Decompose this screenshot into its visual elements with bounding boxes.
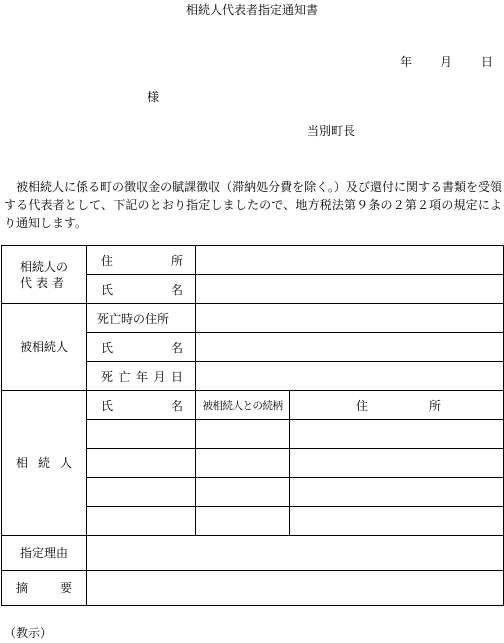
remarks-label: 摘 要 xyxy=(2,571,87,606)
date-day-label: 日 xyxy=(481,55,494,69)
representative-category-cell xyxy=(2,246,87,304)
notice-form-table xyxy=(1,245,504,606)
heirs-relation-header: 被相続人との続柄 xyxy=(196,391,290,420)
heir-address-field[interactable] xyxy=(290,478,504,507)
heir-address-field[interactable] xyxy=(290,449,504,478)
heir-name-field[interactable] xyxy=(87,478,196,507)
heirs-category-label: 相続人 xyxy=(2,391,87,536)
death-date-label: 死亡年月日 xyxy=(87,362,196,391)
representative-name-label: 氏 名 xyxy=(87,275,196,304)
heirs-address-header: 住 所 xyxy=(290,391,504,420)
heir-relation-field[interactable] xyxy=(196,449,290,478)
instruction-footer: （教示） xyxy=(4,626,53,640)
heir-address-field[interactable] xyxy=(290,507,504,536)
document-title: 相続人代表者指定通知書 xyxy=(185,3,318,17)
reason-field[interactable] xyxy=(87,536,504,571)
notice-body-text: 被相続人に係る町の徴収金の賦課徴収（滞納処分費を除く。）及び還付に関する書類を受領する代表者として、下記のとおり指定しましたので、地方税法第９条の２第２項の規定により通知します。 xyxy=(4,180,502,230)
heir-relation-field[interactable] xyxy=(196,478,290,507)
heir-name-field[interactable] xyxy=(87,449,196,478)
remarks-field[interactable] xyxy=(87,571,504,606)
heir-name-field[interactable] xyxy=(87,420,196,449)
representative-category-line1: 相続人の xyxy=(19,259,68,274)
heir-relation-field[interactable] xyxy=(196,420,290,449)
heirs-name-header: 氏 名 xyxy=(87,391,196,420)
representative-address-field[interactable] xyxy=(196,246,504,275)
deceased-address-label: 死亡時の住所 xyxy=(87,304,196,333)
reason-label: 指定理由 xyxy=(2,536,87,571)
deceased-name-label: 氏 名 xyxy=(87,333,196,362)
heir-address-field[interactable] xyxy=(290,420,504,449)
recipient-suffix: 様 xyxy=(147,90,160,104)
deceased-category-label: 被相続人 xyxy=(2,304,87,391)
issuer-name: 当別町長 xyxy=(307,124,356,138)
heir-name-field[interactable] xyxy=(87,507,196,536)
date-month-label: 月 xyxy=(440,55,453,69)
heir-relation-field[interactable] xyxy=(196,507,290,536)
representative-category-line2: 代表者 xyxy=(19,275,68,290)
representative-address-label: 住 所 xyxy=(87,246,196,275)
deceased-address-field[interactable] xyxy=(196,304,504,333)
deceased-name-field[interactable] xyxy=(196,333,504,362)
representative-name-field[interactable] xyxy=(196,275,504,304)
date-year-label: 年 xyxy=(400,55,413,69)
death-date-field[interactable] xyxy=(196,362,504,391)
